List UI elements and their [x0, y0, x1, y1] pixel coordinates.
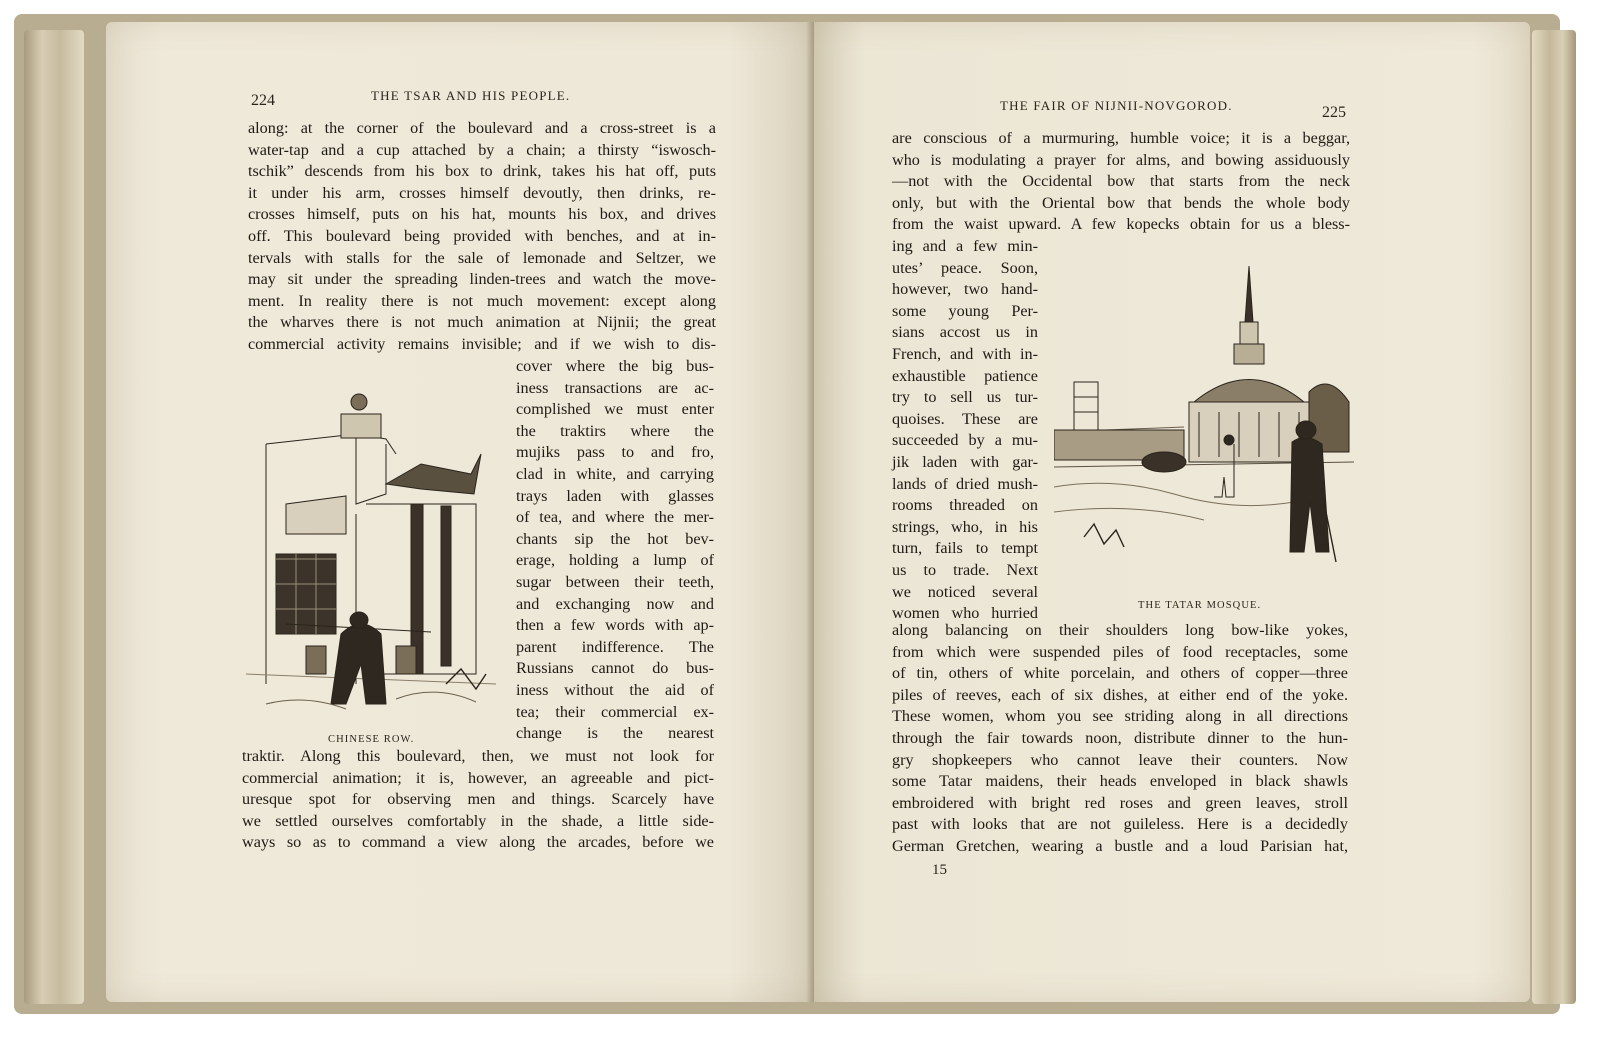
text-line: turn, fails to tempt	[892, 539, 1038, 558]
text-line: ways so as to command a view along the arcades, before we	[242, 833, 714, 852]
text-line: only, but with the Oriental bow that bends the whole body	[892, 193, 1350, 212]
text-line: erage, holding a lump of	[516, 551, 714, 570]
text-line: sugar between their teeth,	[516, 572, 714, 591]
left-page-number: 224	[251, 92, 275, 109]
text-line: quoises. These are	[892, 409, 1038, 428]
text-line: water-tap and a cup attached by a chain; a thirsty “iswosch-	[248, 140, 716, 159]
right-page-edges	[1532, 30, 1576, 1004]
text-line: —not with the Occidental bow that starts from the neck	[892, 172, 1350, 191]
text-line: commercial activity remains invisible; and if we wish to dis-	[248, 334, 716, 353]
text-line: from the waist upward. A few kopecks obtain for us a bless-	[892, 215, 1350, 234]
text-line: the traktirs where the	[516, 421, 714, 440]
text-line: chants sip the hot bev-	[516, 529, 714, 548]
text-line: cover where the big bus-	[516, 357, 714, 375]
chinese-row-illustration	[246, 384, 496, 724]
text-line: who is modulating a prayer for alms, and bowing assiduously	[892, 150, 1350, 169]
tatar-mosque-illustration	[1054, 262, 1354, 582]
left-running-head: THE TSAR AND HIS PEOPLE.	[371, 88, 571, 103]
text-line: sians accost us in	[892, 323, 1038, 342]
left-side-column	[516, 356, 714, 745]
right-running-head: THE FAIR OF NIJNII-NOVGOROD.	[1000, 98, 1233, 113]
text-line: tea; their commercial ex-	[516, 702, 714, 721]
text-line: us to trade. Next	[892, 560, 1038, 579]
right-bottom-paragraph	[892, 620, 1348, 858]
text-line: off. This boulevard being provided with benches, and at in-	[248, 226, 716, 245]
text-line: jik laden with gar-	[892, 452, 1038, 471]
text-line: iness transactions are ac-	[516, 378, 714, 397]
text-line: however, two hand-	[892, 280, 1038, 299]
left-top-paragraph	[248, 118, 716, 356]
text-line: gry shopkeepers who cannot leave their counters. Now	[892, 750, 1348, 769]
text-line: tervals with stalls for the sale of lemonade and Seltzer, we	[248, 248, 716, 267]
left-page	[106, 22, 814, 1002]
text-line: piles of reeves, each of six dishes, at either end of the yoke.	[892, 685, 1348, 704]
right-top-paragraph	[892, 128, 1350, 236]
text-line: German Gretchen, wearing a bustle and a loud Parisian hat,	[892, 836, 1348, 855]
text-line: try to sell us tur-	[892, 388, 1038, 407]
text-line: along: at the corner of the boulevard and a cross-street is a	[248, 119, 716, 137]
text-line: embroidered with bright red roses and green leaves, stroll	[892, 793, 1348, 812]
text-line: Russians cannot do bus-	[516, 659, 714, 678]
text-line: then a few words with ap-	[516, 616, 714, 635]
text-line: clad in white, and carrying	[516, 464, 714, 483]
text-line: parent indifference. The	[516, 637, 714, 656]
text-line: are conscious of a murmuring, humble voice; it is a beggar,	[892, 129, 1350, 147]
text-line: some young Per-	[892, 301, 1038, 320]
right-page-number: 225	[1322, 104, 1346, 121]
text-line: traktir. Along this boulevard, then, we must not look for	[242, 747, 714, 765]
text-line: it under his arm, crosses himself devoutly, then drinks, re-	[248, 183, 716, 202]
text-line: utes’ peace. Soon,	[892, 258, 1038, 277]
text-line: of tea, and where the mer-	[516, 508, 714, 527]
text-line: we settled ourselves comfortably in the shade, a little side-	[242, 811, 714, 830]
text-line: lands of dried mush-	[892, 474, 1038, 493]
text-line: tschik” descends from his box to drink, takes his hat off, puts	[248, 162, 716, 181]
text-line: some Tatar maidens, their heads enveloped in black shawls	[892, 772, 1348, 791]
text-line: commercial animation; it is, however, an agreeable and pict-	[242, 768, 714, 787]
left-page-edges	[24, 30, 84, 1004]
text-line: exhaustible patience	[892, 366, 1038, 385]
text-line: and exchanging now and	[516, 594, 714, 613]
text-line: past with looks that are not guileless. Here is a decidedly	[892, 815, 1348, 834]
text-line: change is the nearest	[516, 724, 714, 743]
text-line: through the fair towards noon, distribute dinner to the hun-	[892, 728, 1348, 747]
text-line: French, and with in-	[892, 344, 1038, 363]
text-line: ing and a few min-	[892, 237, 1038, 255]
text-line: rooms threaded on	[892, 496, 1038, 515]
text-line: women who hurried	[892, 604, 1038, 623]
left-bottom-paragraph	[242, 746, 714, 854]
right-side-column	[892, 236, 1038, 625]
text-line: ment. In reality there is not much movement: except along	[248, 291, 716, 310]
right-page	[814, 22, 1530, 1002]
text-line: succeeded by a mu-	[892, 431, 1038, 450]
text-line: from which were suspended piles of food receptacles, some	[892, 642, 1348, 661]
signature-mark: 15	[932, 862, 947, 878]
text-line: mujiks pass to and fro,	[516, 443, 714, 462]
text-line: iness without the aid of	[516, 680, 714, 699]
text-line: along balancing on their shoulders long bow-like yokes,	[892, 621, 1348, 639]
text-line: may sit under the spreading linden-trees and watch the move-	[248, 270, 716, 289]
text-line: These women, whom you see striding along in all directions	[892, 707, 1348, 726]
text-line: complished we must enter	[516, 400, 714, 419]
tatar-mosque-caption: THE TATAR MOSQUE.	[1138, 600, 1262, 611]
text-line: strings, who, in his	[892, 517, 1038, 536]
text-line: of tin, others of white porcelain, and others of copper—three	[892, 664, 1348, 683]
text-line: we noticed several	[892, 582, 1038, 601]
text-line: the wharves there is not much animation at Nijnii; the great	[248, 313, 716, 332]
text-line: uresque spot for observing men and things. Scarcely have	[242, 790, 714, 809]
text-line: crosses himself, puts on his hat, mounts his box, and drives	[248, 205, 716, 224]
chinese-row-caption: CHINESE ROW.	[328, 734, 415, 745]
text-line: trays laden with glasses	[516, 486, 714, 505]
